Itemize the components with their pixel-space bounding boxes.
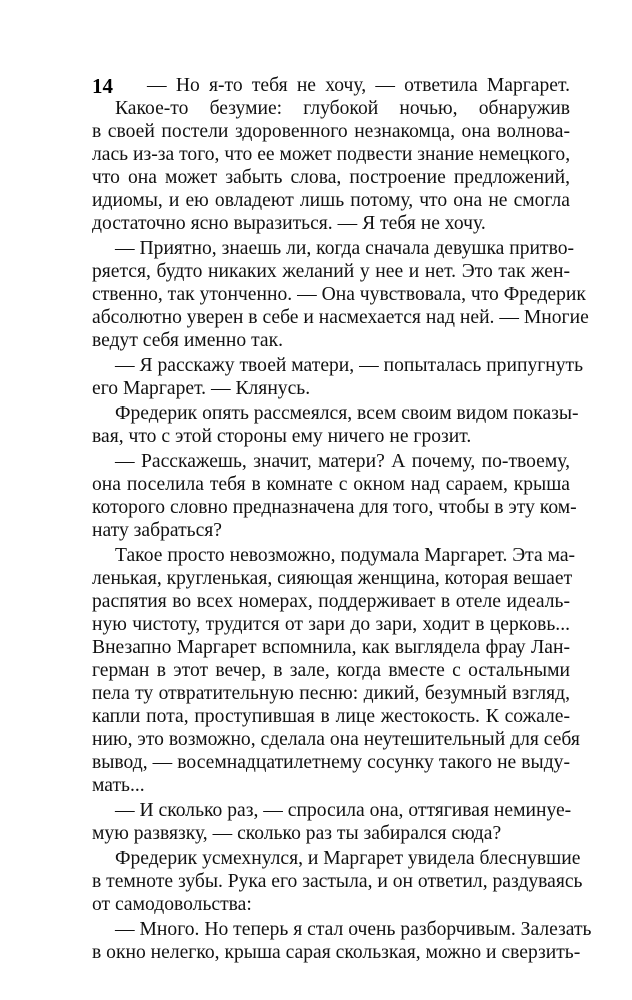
text-line: от самодовольства: (92, 894, 252, 915)
text-line: — Приятно, знаешь ли, когда сначала девушка притво- (115, 238, 575, 259)
text-line: нату забраться? (92, 520, 222, 541)
book-page (92, 72, 592, 963)
text-line: в своей постели здоровенного незнакомца, она волнова- (92, 121, 570, 142)
text-line: вывод, — восемнадцатилетнему сосунку такого не выду- (92, 752, 570, 773)
text-line: мую развязку, — сколько раз ты забирался сюда? (92, 823, 502, 844)
text-line: Фредерик опять рассмеялся, всем своим видом показы- (115, 403, 579, 424)
text-line: абсолютно уверен в себе и насмехается над ней. — Многие (92, 307, 589, 328)
text-line: что она может забыть слова, построение предложений, (92, 167, 570, 188)
text-line: вая, что с этой стороны ему ничего не грозит. (92, 426, 472, 447)
text-line: она поселила тебя в комнате с окном над сараем, крыша (92, 474, 570, 495)
text-line: в окно нелегко, крыша сарая скользкая, можно и сверзить- (92, 942, 581, 963)
text-line: лась из-за того, что ее может подвести знание немецкого, (92, 144, 571, 165)
text-line: пела ту отвратительную песню: дикий, безумный взгляд, (92, 683, 570, 704)
text-line: Внезапно Маргарет вспомнила, как выглядела фрау Лан- (92, 637, 570, 658)
text-line: нию, это возможно, сделала она неутешительный для себя (92, 729, 580, 750)
text-line: — Но я-то тебя не хочу, — ответила Маргарет. (147, 75, 570, 96)
text-line: его Маргарет. — Клянусь. (92, 378, 311, 399)
page-number: 14 (92, 74, 113, 98)
text-line: которого словно предназначена для того, чтобы в эту ком- (92, 497, 577, 518)
text-line: Такое просто невозможно, подумала Маргарет. Эта ма- (115, 545, 576, 566)
text-line: — И сколько раз, — спросила она, оттягивая неминуе- (115, 800, 572, 821)
text-line: мать... (92, 775, 145, 796)
text-line: Фредерик усмехнулся, и Маргарет увидела блеснувшие (115, 848, 581, 869)
text-line: в темноте зубы. Рука его застыла, и он ответил, раздуваясь (92, 871, 583, 892)
text-line: ленькая, кругленькая, сияющая женщина, которая вешает (92, 568, 573, 589)
text-line: достаточно ясно выразиться. — Я тебя не хочу. (92, 213, 486, 234)
text-line: — Много. Но теперь я стал очень разборчивым. Залезать (115, 919, 592, 940)
text-line: Какое-то безумие: глубокой ночью, обнаружив (115, 98, 570, 119)
text-line: идиомы, и ею овладеют лишь потому, что она не смогла (92, 190, 570, 211)
text-line: ную чистоту, трудится от зари до зари, ходит в церковь... (92, 614, 570, 635)
text-line: — Расскажешь, значит, матери? А почему, по-твоему, (115, 451, 570, 472)
text-line: ведут себя именно так. (92, 330, 283, 351)
text-line: герман в этот вечер, в зале, когда вместе с остальными (92, 660, 570, 681)
text-line: ряется, будто никаких желаний у нее и нет. Это так жен- (92, 261, 570, 282)
text-line: капли пота, проступившая в лице жестокость. К сожале- (92, 706, 570, 727)
text-line: — Я расскажу твоей матери, — попыталась припугнуть (115, 355, 584, 376)
text-line: ственно, так утонченно. — Она чувствовала, что Фредерик (92, 284, 586, 305)
text-line: распятия во всех номерах, поддерживает в отеле идеаль- (92, 591, 570, 612)
